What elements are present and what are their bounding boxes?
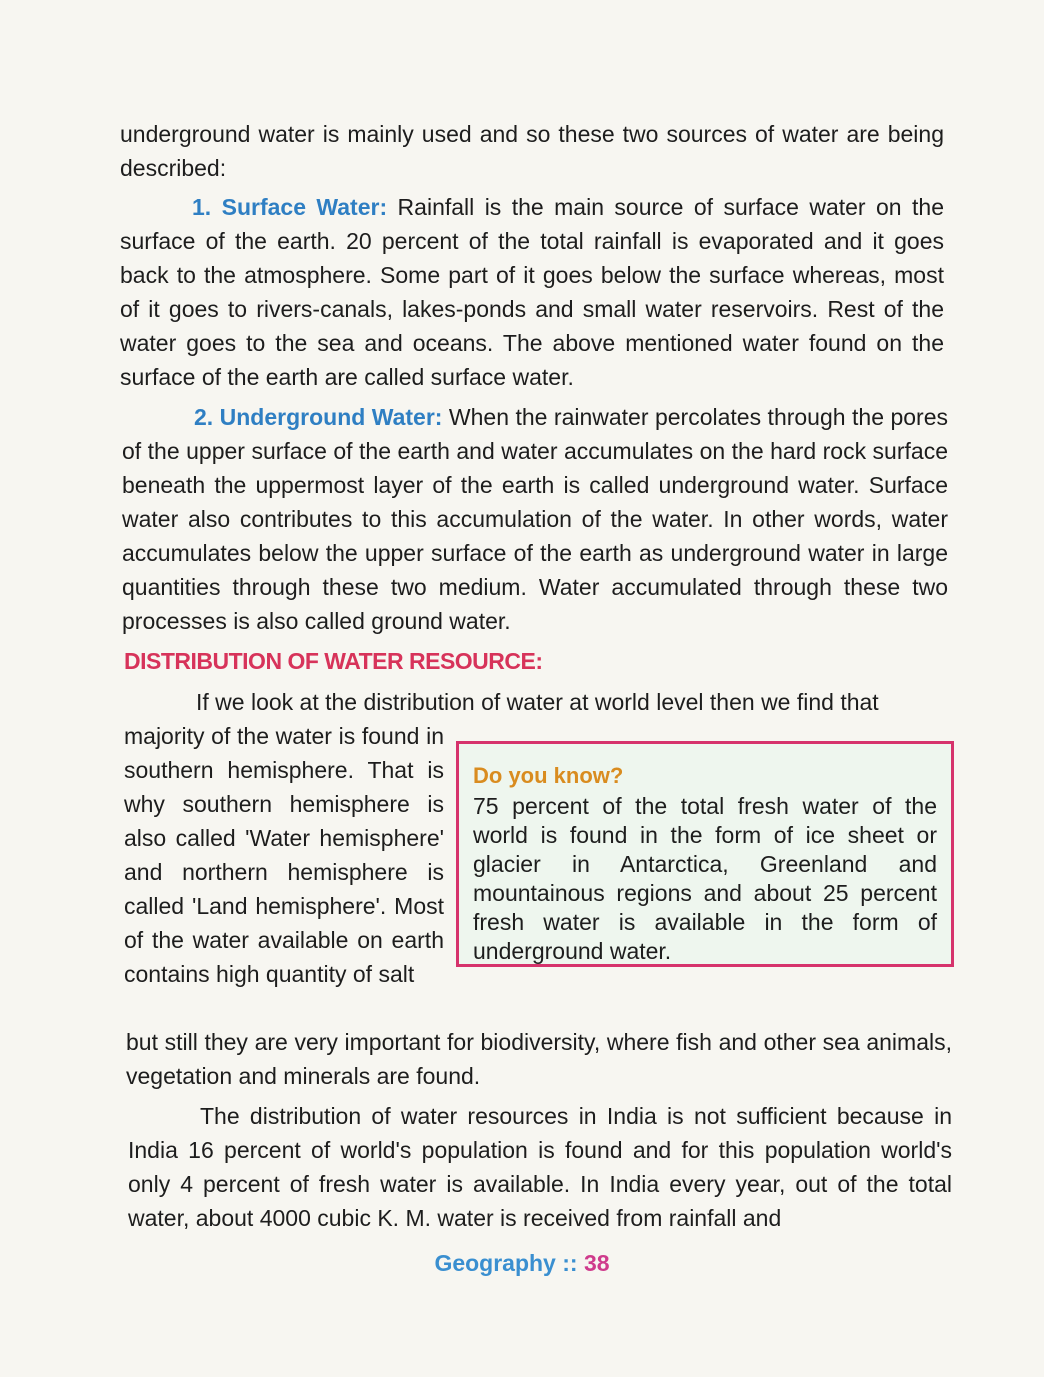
- do-you-know-title: Do you know?: [473, 763, 624, 788]
- distribution-continuation: but still they are very important for biodiversity, where fish and other sea animals, vegetation and minerals are found.: [126, 1029, 952, 1089]
- distribution-first-line: If we look at the distribution of water at world level then we find that: [196, 689, 879, 715]
- page-footer: [0, 1250, 1044, 1277]
- distribution-column-text: majority of the water is found in southern hemisphere. That is why southern hemisphere is also called 'Water hemisphere' and northern hemisphere is called 'Land hemisphere'. Most of the water available on earth contains high quantity of salt: [124, 723, 444, 987]
- surface-water-text: Rainfall is the main source of surface water on the surface of the earth. 20 percent of the total rainfall is evaporated and it goes back to the atmosphere. Some part of it goes below the surface whereas, most of it goes to rivers-canals, lakes-ponds and small water reservoirs. Rest of the water goes to the sea and oceans. The above mentioned water found on the surface of the earth are called surface water.: [120, 194, 944, 390]
- intro-paragraph: underground water is mainly used and so these two sources of water are being described:: [120, 121, 944, 181]
- surface-water-paragraph: [120, 190, 944, 394]
- footer-page-number: 38: [583, 1250, 610, 1276]
- india-paragraph: The distribution of water resources in India is not sufficient because in India 16 percent of world's population is found and for this population world's only 4 percent of fresh water is available. In India every year, out of the total water, about 4000 cubic K. M. water is received from rainfall and: [128, 1103, 952, 1231]
- footer-subject: Geography: [434, 1250, 556, 1276]
- distribution-heading: DISTRIBUTION OF WATER RESOURCE:: [124, 648, 543, 674]
- underground-water-text: When the rainwater percolates through the pores of the upper surface of the earth and water accumulates on the hard rock surface beneath the uppermost layer of the earth is called underground water. Surface water also contributes to this accumulation of the water. In other words, water accumulates below the upper surface of the earth as underground water in large quantities through these two medium. Water accumulated through these two processes is also called ground water.: [122, 404, 948, 634]
- do-you-know-box: [456, 741, 954, 967]
- surface-water-label: 1. Surface Water:: [192, 194, 388, 220]
- footer-separator: ::: [555, 1250, 584, 1276]
- underground-water-paragraph: [122, 400, 948, 638]
- do-you-know-text: 75 percent of the total fresh water of the world is found in the form of ice sheet or glacier in Antarctica, Greenland and mountainous regions and about 25 percent fresh water is available in the form of underground water.: [473, 793, 937, 964]
- underground-water-label: 2. Underground Water:: [194, 404, 443, 430]
